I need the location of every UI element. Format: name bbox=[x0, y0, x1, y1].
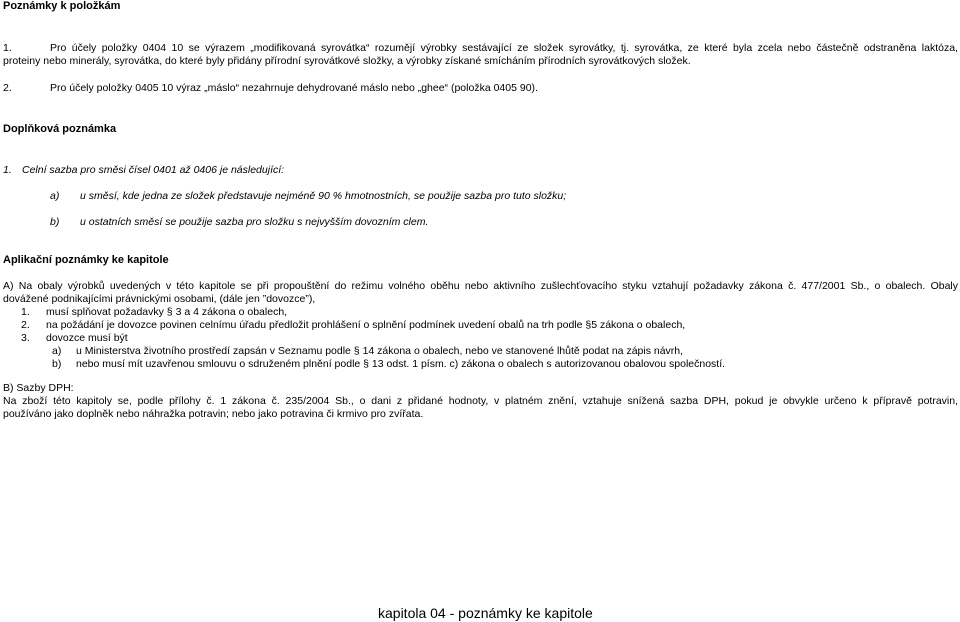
application-item-2-text: na požádání je dovozce povinen celnímu úřadu předložit prohlášení o splnění podmínek uvedení obalů na trh podle §5 zákona o obalech, bbox=[46, 319, 686, 331]
application-item-1-number: 1. bbox=[21, 306, 30, 318]
additional-note-number: 1. bbox=[3, 164, 12, 176]
vat-line-1: Na zboží této kapitoly se, podle přílohy č. 1 zákona č. 235/2004 Sb., o dani z přidané hodnoty, v platném znění, vztahuje snížená sazba DPH, pokud je obvykle určeno k přípravě potravin, bbox=[3, 395, 958, 407]
application-subitem-b-label: b) bbox=[52, 358, 62, 370]
note-2-text: Pro účely položky 0405 10 výraz „máslo“ nezahrnuje dehydrované máslo nebo „ghee“ (položka 0405 90). bbox=[50, 82, 538, 94]
application-subitem-a-label: a) bbox=[52, 345, 62, 357]
vat-line-2: používáno jako doplněk nebo náhražka potravin; nebo jako potravina či krmivo pro zvířata. bbox=[3, 408, 424, 420]
additional-note-text: Celní sazba pro směsi čísel 0401 až 0406 je následující: bbox=[22, 164, 285, 176]
note-2-number: 2. bbox=[3, 82, 12, 94]
note-1-line-2: proteiny nebo minerály, syrovátka, do které byly přidány přírodní syrovátkové složky, a výrobky získané smícháním přírodních syrovátkových složek. bbox=[3, 55, 691, 67]
application-item-1-text: musí splňovat požadavky § 3 a 4 zákona o obalech, bbox=[46, 306, 288, 318]
application-item-2-number: 2. bbox=[21, 319, 30, 331]
application-a-line-1: A) Na obaly výrobků uvedených v této kapitole se při propouštění do režimu volného oběhu nebo aktivního zušlechťovacího styku vztahují požadavky zákona č. 477/2001 Sb., o obalech. Obaly bbox=[3, 280, 958, 292]
application-a-line-2: dovážené podnikajícími právnickými osobami, (dále jen ”dovozce”), bbox=[3, 293, 316, 305]
additional-note-heading: Doplňková poznámka bbox=[3, 123, 117, 135]
additional-item-b-text: u ostatních směsí se použije sazba pro složku s nejvyšším dovozním clem. bbox=[80, 216, 429, 228]
vat-heading: B) Sazby DPH: bbox=[3, 382, 74, 394]
application-subitem-b-text: nebo musí mít uzavřenou smlouvu o sdruženém plnění podle § 13 odst. 1 písm. c) zákona o obalech s autorizovanou obalovou společností. bbox=[76, 358, 726, 370]
application-item-3-number: 3. bbox=[21, 332, 30, 344]
page-footer: kapitola 04 - poznámky ke kapitole bbox=[378, 605, 593, 621]
note-1-number: 1. bbox=[3, 42, 12, 54]
application-item-3-text: dovozce musí být bbox=[46, 332, 128, 344]
additional-item-b-label: b) bbox=[50, 216, 60, 228]
application-subitem-a-text: u Ministerstva životního prostředí zapsán v Seznamu podle § 14 zákona o obalech, nebo ve stanovené lhůtě podat na zápis návrh, bbox=[76, 345, 684, 357]
application-notes-heading: Aplikační poznámky ke kapitole bbox=[3, 254, 169, 266]
note-1-line-1: Pro účely položky 0404 10 se výrazem „modifikovaná syrovátka“ rozumějí výrobky sestávající ze složek syrovátky, tj. syrovátka, ze které byla zcela nebo částečně odstraněna laktóza, bbox=[50, 42, 958, 54]
additional-item-a-text: u směsí, kde jedna ze složek představuje nejméně 90 % hmotnostních, se použije sazba pro tuto složku; bbox=[80, 190, 567, 202]
notes-heading: Poznámky k položkám bbox=[3, 0, 121, 12]
additional-item-a-label: a) bbox=[50, 190, 60, 202]
